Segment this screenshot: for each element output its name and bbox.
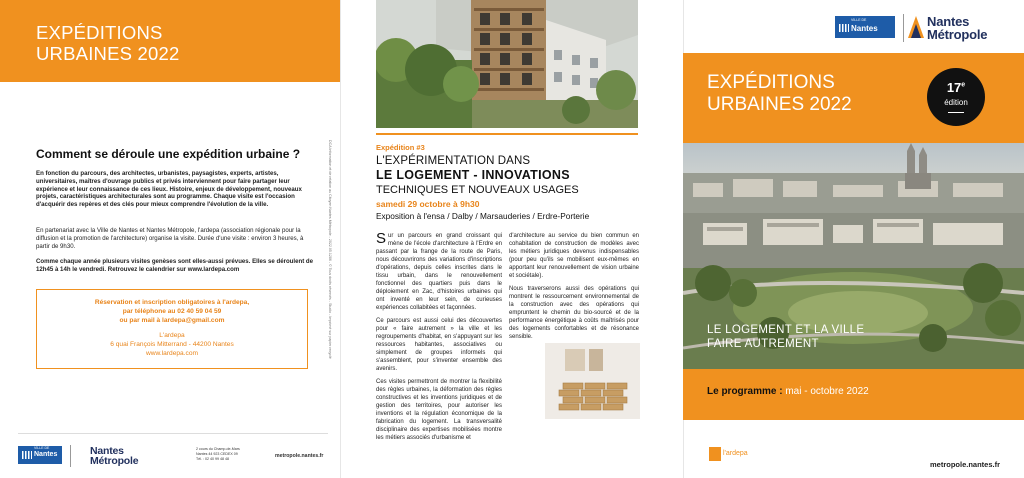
edition-number-suffix: e <box>961 81 966 89</box>
ville-logo-mark <box>839 24 849 32</box>
info-paragraph-2: En partenariat avec la Ville de Nantes et Nantes Métropole, l'ardepa (association régionale pour la diffusion et la promotion de l'architecture) organise la visite. Durée d'une visite : environ 3 heures, à partir de 9h30. <box>36 227 304 250</box>
expedition-date: samedi 29 octobre à 9h30 <box>376 199 480 209</box>
ville-logo-label: Nantes <box>34 451 58 458</box>
vertical-credit <box>326 140 332 410</box>
column1-paragraph-3: Ces visites permettront de montrer la flexibilité des règles urbaines, la déformation des règles constructives et les inventions juridiques et de gestion des territoires, pour autoriser les inventions et la régulation économique de la fabrication du logement. La transversalité disciplinaire des expertises mobilisées montre les métiers associés d'urbanisme et <box>376 379 502 441</box>
panel-info <box>0 0 340 478</box>
title-band <box>0 0 340 82</box>
footer-address: 2 cours du Champ-de-Mars Nantes 44 923 CEDEX 09 Tél. : 02 40 99 48 48 <box>196 447 240 461</box>
programme-line <box>707 386 869 397</box>
column1-paragraph-2: Ce parcours est aussi celui des découvertes pour « faire autrement » la ville et les regroupements d'habitat, en s'appuyant sur les ressources habitantes, associatives ou simplement de groupes informels qui s'assemblent, pour s'inventer ensemble des avenirs. <box>376 318 502 372</box>
reservation-phone[interactable]: par téléphone au 02 40 59 04 59 <box>122 308 222 315</box>
reservation-line: Réservation et inscription obligatoires à l'ardepa, <box>94 299 250 306</box>
footer <box>0 437 340 478</box>
metropole-logo-line1: Nantes <box>927 14 970 29</box>
logo-divider <box>903 14 904 42</box>
ardepa-logo <box>709 447 757 463</box>
ville-de-nantes-logo <box>18 446 62 464</box>
metropole-logo-icon <box>908 16 924 38</box>
programme-dates: mai - octobre 2022 <box>782 386 869 397</box>
ardepa-logo-label: l'ardepa <box>723 450 748 457</box>
text-column-2 <box>509 232 639 341</box>
footer-url[interactable]: metropole.nantes.fr <box>275 453 324 459</box>
expedition-title-line3: TECHNIQUES ET NOUVEAUX USAGES <box>376 184 579 196</box>
expedition-title-line1: L'EXPÉRIMENTATION DANS <box>376 155 531 167</box>
ardepa-address: 6 quai François Mitterrand - 44200 Nantes <box>110 341 234 348</box>
nantes-metropole-logo <box>70 445 160 467</box>
column2-paragraph-2: Nous traverserons aussi des opérations qui montrent le ressourcement environnemental de la construction avec des opérations qui empruntent le chemin du bio-sourcé et de la performance énergétique à coûts maîtrisés pour des logements confortables et de résonance sensible. <box>509 286 639 340</box>
programme-label: Le programme : <box>707 386 783 397</box>
footer-divider <box>18 433 328 434</box>
ville-logo-sub: VILLE DE <box>34 446 50 450</box>
band-title: EXPÉDITIONS URBAINES 2022 <box>36 22 180 64</box>
title-rule <box>376 133 638 135</box>
metropole-logo-line1: Nantes <box>90 445 124 457</box>
wood-model-photo <box>545 343 640 419</box>
badge-dash <box>948 112 964 113</box>
drop-cap: S <box>376 230 387 247</box>
vertical-credit-text: DCA Information et de relation au Citoyen Nantes Métropole - 2022.05.1286 - © Tous droits réservés - Studio - Imprimé sur papier recyclé <box>328 140 332 359</box>
housing-photo-image <box>376 0 638 128</box>
expedition-places: Exposition à l'ensa / Dalby / Marsauderies / Erdre-Porterie <box>376 211 590 221</box>
cover-url[interactable]: metropole.nantes.fr <box>930 460 1001 469</box>
edition-badge <box>927 68 985 126</box>
housing-photo <box>376 0 638 128</box>
reservation-mail[interactable]: ou par mail à lardepa@gmail.com <box>119 317 225 324</box>
ardepa-name: L'ardepa <box>159 332 185 339</box>
ville-logo-sub: VILLE DE <box>851 18 867 22</box>
column2-paragraph-1: d'architecture au service du bien commun en cohabitation de construction de modèles avec les métiers juridiques devenus indispensables (pour peu qu'ils se mobilisent eux-mêmes en apportant leur renouvellement de vision urbaine et sociétale). <box>509 233 639 279</box>
ardepa-website-link[interactable]: www.lardepa.com <box>145 350 199 357</box>
reservation-box <box>36 289 308 369</box>
programme-band <box>683 369 1024 420</box>
info-paragraph-3: Comme chaque année plusieurs visites genèses sont elles-aussi prévues. Elles se déroulent de 12h45 à 14h le vendredi. Retrouvez le calendrier sur www.lardepa.com <box>36 258 314 273</box>
text-column-1 <box>376 232 502 442</box>
metropole-logo-line2: Métropole <box>90 455 139 467</box>
ville-de-nantes-logo <box>835 16 895 38</box>
ville-logo-label: Nantes <box>851 24 878 33</box>
edition-number-value: 17 <box>946 80 962 95</box>
logo-divider <box>70 445 71 467</box>
column1-paragraph-1-text: ur un parcours en grand croissant qui mène de l'école d'architecture à l'Erdre en passant par la frange de la route de Paris, nous découvrirons des variations d'inscriptions d'opérations, depuis celles inscrites dans le tissu urbain, dans le renouvellement fonctionnel des quartiers puis dans le déploiement en Zac, d'histoires urbaines qui ont inventé en leur sein, de curieuses expériences collabitées et façonnées. <box>376 233 502 311</box>
nantes-metropole-logo <box>903 14 1013 42</box>
panel-expedition <box>340 0 683 478</box>
edition-label: édition <box>944 98 968 107</box>
panel-cover <box>683 0 1024 478</box>
column1-paragraph-1 <box>376 232 502 312</box>
cover-title: EXPÉDITIONS URBAINES 2022 <box>707 72 852 115</box>
cover-subtitle: LE LOGEMENT ET LA VILLE FAIRE AUTREMENT <box>707 324 865 350</box>
wood-model-image <box>545 343 640 419</box>
ardepa-logo-mark <box>709 447 721 461</box>
info-heading: Comment se déroule une expédition urbaine ? <box>36 147 301 161</box>
ville-logo-mark <box>22 451 32 459</box>
expedition-title-line2: LE LOGEMENT - INNOVATIONS <box>376 168 570 182</box>
edition-number <box>927 80 985 95</box>
expedition-number: Expédition #3 <box>376 143 425 152</box>
metropole-logo-line2: Métropole <box>927 27 988 42</box>
info-paragraph-1: En fonction du parcours, des architectes, urbanistes, paysagistes, experts, artistes, universitaires, maîtres d'ouvrage publics et privés interviennent pour faire partager leur expérience et leur connaissance de ces lieux. Histoire, enjeux de développement, nouveaux projets, caractéristiques architecturales sont au programme. Chaque visite est l'occasion d'acquérir des repères et des clés pour mieux comprendre l'évolution de la ville. <box>36 170 302 209</box>
